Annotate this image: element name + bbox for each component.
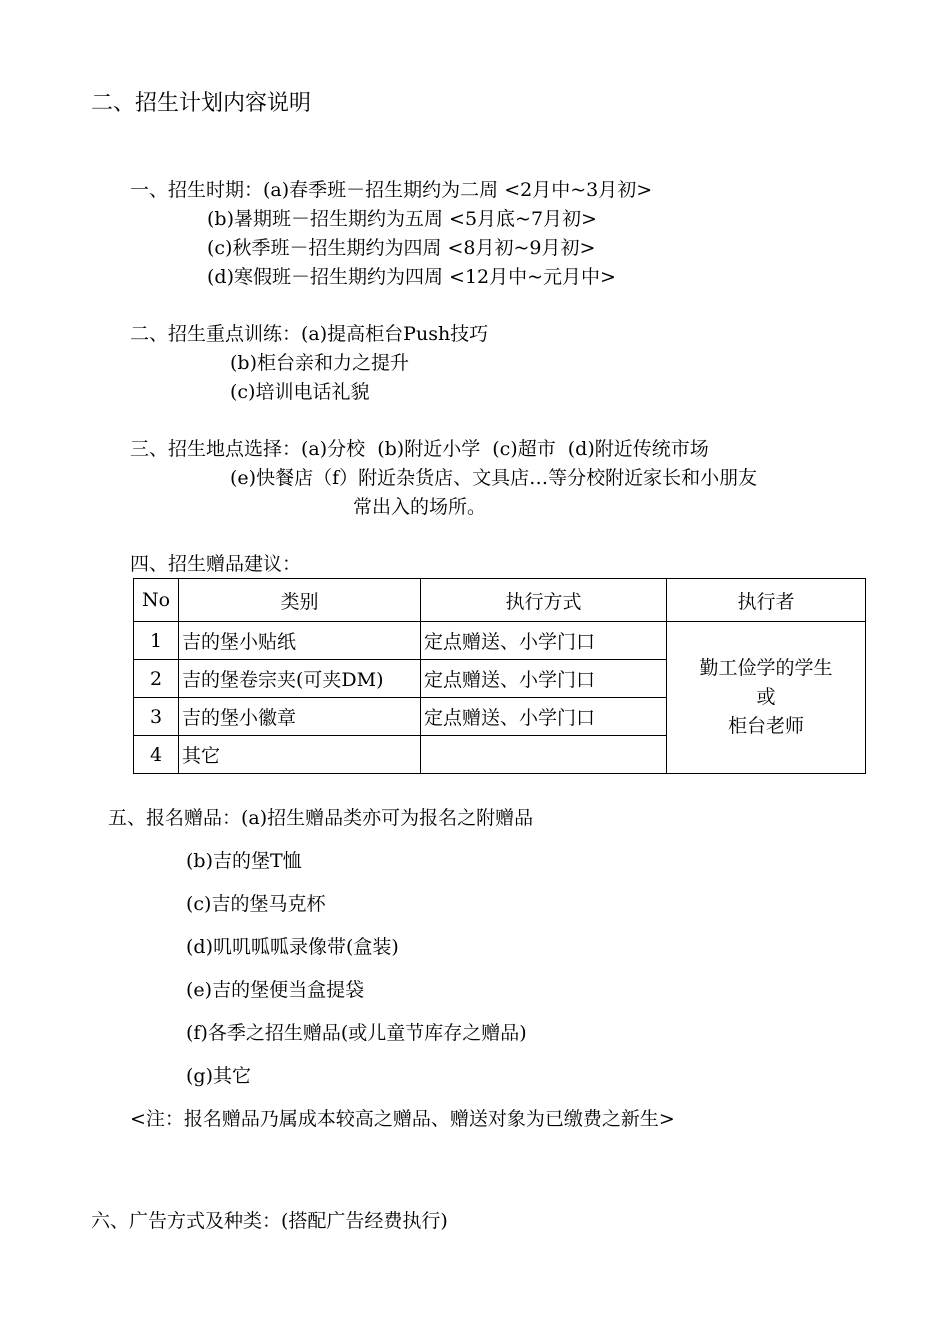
section-3-line: 常出入的场所。 <box>353 496 487 518</box>
section-1-label: 一、招生时期： <box>130 179 264 201</box>
section-6-text: (搭配广告经费执行) <box>281 1210 448 1232</box>
section-3-line: (e)快餐店（f）附近杂货店、文具店…等分校附近家长和小朋友 <box>230 467 758 489</box>
row-method: 定点赠送、小学门口 <box>421 622 667 660</box>
section-2-item: (a)提高柜台Push技巧 <box>301 323 489 345</box>
section-5-item: (d)叽叽呱呱录像带(盒装) <box>186 936 399 958</box>
section-1-item: (d)寒假班－招生期约为四周 <12月中~元月中> <box>207 266 616 288</box>
section-5-item: (e)吉的堡便当盒提袋 <box>186 979 365 1001</box>
section-6-label: 六、广告方式及种类： <box>91 1210 282 1232</box>
section-5-item: (a)招生赠品类亦可为报名之附赠品 <box>241 807 534 829</box>
section-5-label: 五、报名赠品： <box>108 807 242 829</box>
executor-line: 勤工俭学的学生 <box>699 657 833 679</box>
executor-cell <box>667 622 866 774</box>
section-6 <box>91 1209 448 1233</box>
section-1-item: (c)秋季班－招生期约为四周 <8月初~9月初> <box>207 237 596 259</box>
row-method: 定点赠送、小学门口 <box>421 660 667 698</box>
section-5-item: (c)吉的堡马克杯 <box>186 893 326 915</box>
row-no: 1 <box>134 622 179 660</box>
row-category: 吉的堡小徽章 <box>179 698 421 736</box>
header-method: 执行方式 <box>421 579 667 622</box>
row-category: 吉的堡小贴纸 <box>179 622 421 660</box>
row-method <box>421 736 667 774</box>
section-1-item: (b)暑期班－招生期约为五周 <5月底~7月初> <box>207 208 597 230</box>
section-3-label: 三、招生地点选择： <box>130 438 302 460</box>
section-5-item: (b)吉的堡T恤 <box>186 850 302 872</box>
section-5-item: (g)其它 <box>186 1065 251 1087</box>
section-2-item: (b)柜台亲和力之提升 <box>230 352 409 374</box>
table-row <box>134 622 866 660</box>
row-category: 吉的堡卷宗夹(可夹DM) <box>179 660 421 698</box>
row-no: 3 <box>134 698 179 736</box>
row-no: 4 <box>134 736 179 774</box>
header-no: No <box>134 579 179 622</box>
section-2-label: 二、招生重点训练： <box>130 323 302 345</box>
section-4-label: 四、招生赠品建议： <box>130 553 302 575</box>
table-header-row <box>134 579 866 622</box>
executor-line: 柜台老师 <box>727 715 804 737</box>
section-1-item: (a)春季班－招生期约为二周 <2月中~3月初> <box>263 179 653 201</box>
executor-line: 或 <box>756 686 776 708</box>
header-executor: 执行者 <box>667 579 866 622</box>
page-heading: 二、招生计划内容说明 <box>91 91 312 116</box>
row-no: 2 <box>134 660 179 698</box>
header-category: 类别 <box>179 579 421 622</box>
section-5-item: (f)各季之招生赠品(或儿童节库存之赠品) <box>186 1022 527 1044</box>
section-5-note: <注：报名赠品乃属成本较高之赠品、赠送对象为已缴费之新生> <box>130 1108 675 1130</box>
row-category: 其它 <box>179 736 421 774</box>
row-method: 定点赠送、小学门口 <box>421 698 667 736</box>
section-3-line: (a)分校 (b)附近小学 (c)超市 (d)附近传统市场 <box>301 438 709 460</box>
section-2-item: (c)培训电话礼貌 <box>230 381 370 403</box>
gift-table <box>133 578 866 774</box>
